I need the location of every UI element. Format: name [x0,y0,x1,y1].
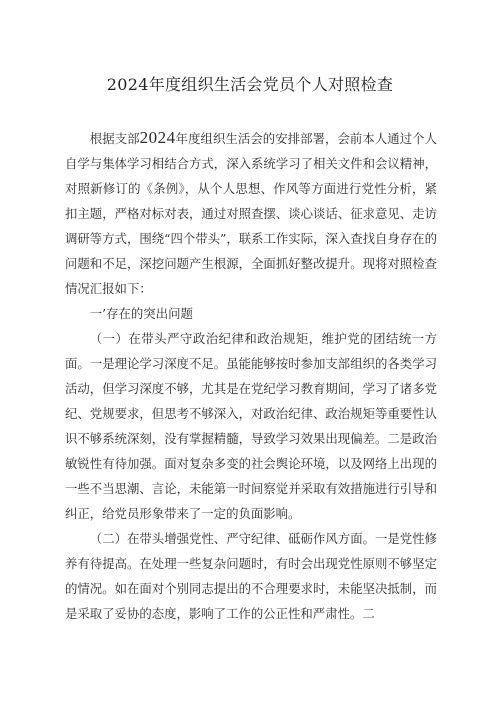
document-title: 2024年度组织生活会党员个人对照检查 [106,75,394,94]
section-heading: 一’存在的突出问题 [89,306,193,321]
intro-year: 2024 [139,128,176,147]
paragraph-1: （一）在带头严守政治纪律和政治规矩，维护党的团结统一方面。一是理论学习深度不足。虽能能够按时参加支部组织的各类学习活动，但学习深度不够，尤其是在党纪学习教育期间，学习了诸多党纪、党规要求，但思考不够深入，对政治纪律、政治规矩等重要性认识不够系统深刻，没有掌握精髓，导致学习效果出现偏差。二是政治敏锐性有待加强。面对复杂多变的社会舆论环境，以及网络上出现的一些不当思潮、言论，未能第一时间察觉并采取有效措施进行引导和纠正，给党员形象带来了一定的负面影响。 [65,331,437,521]
document-body [65,125,437,626]
intro-text: 年度组织生活会的安排部署，会前本人通过个人自学与集体学习相结合方式，深入系统学习了相关文件和会议精神，对照新修订的《条例》，从个人思想、作风等方面进行党性分析，紧扣主题，严格对标对表，通过对照查摆、谈心谈话、征求意见、走访调研等方式，围绕“四个带头”，联系工作实际，深入查找自身存在的问题和不足，深挖问题产生根源，全面抓好整改提升。现将对照检查情况汇报如下： [65,131,438,296]
intro-paragraph [65,125,437,301]
intro-prefix: 根据支部 [89,131,140,146]
paragraph-2: （二）在带头增强党性、严守纪律、砥砺作风方面。一是党性修养有待提高。在处理一些复杂问题时，有时会出现党性原则不够坚定的情况。如在面对个别同志提出的不合理要求时，未能坚决抵制，而是采取了妥协的态度，影响了工作的公正性和严肃性。二 [65,531,437,621]
